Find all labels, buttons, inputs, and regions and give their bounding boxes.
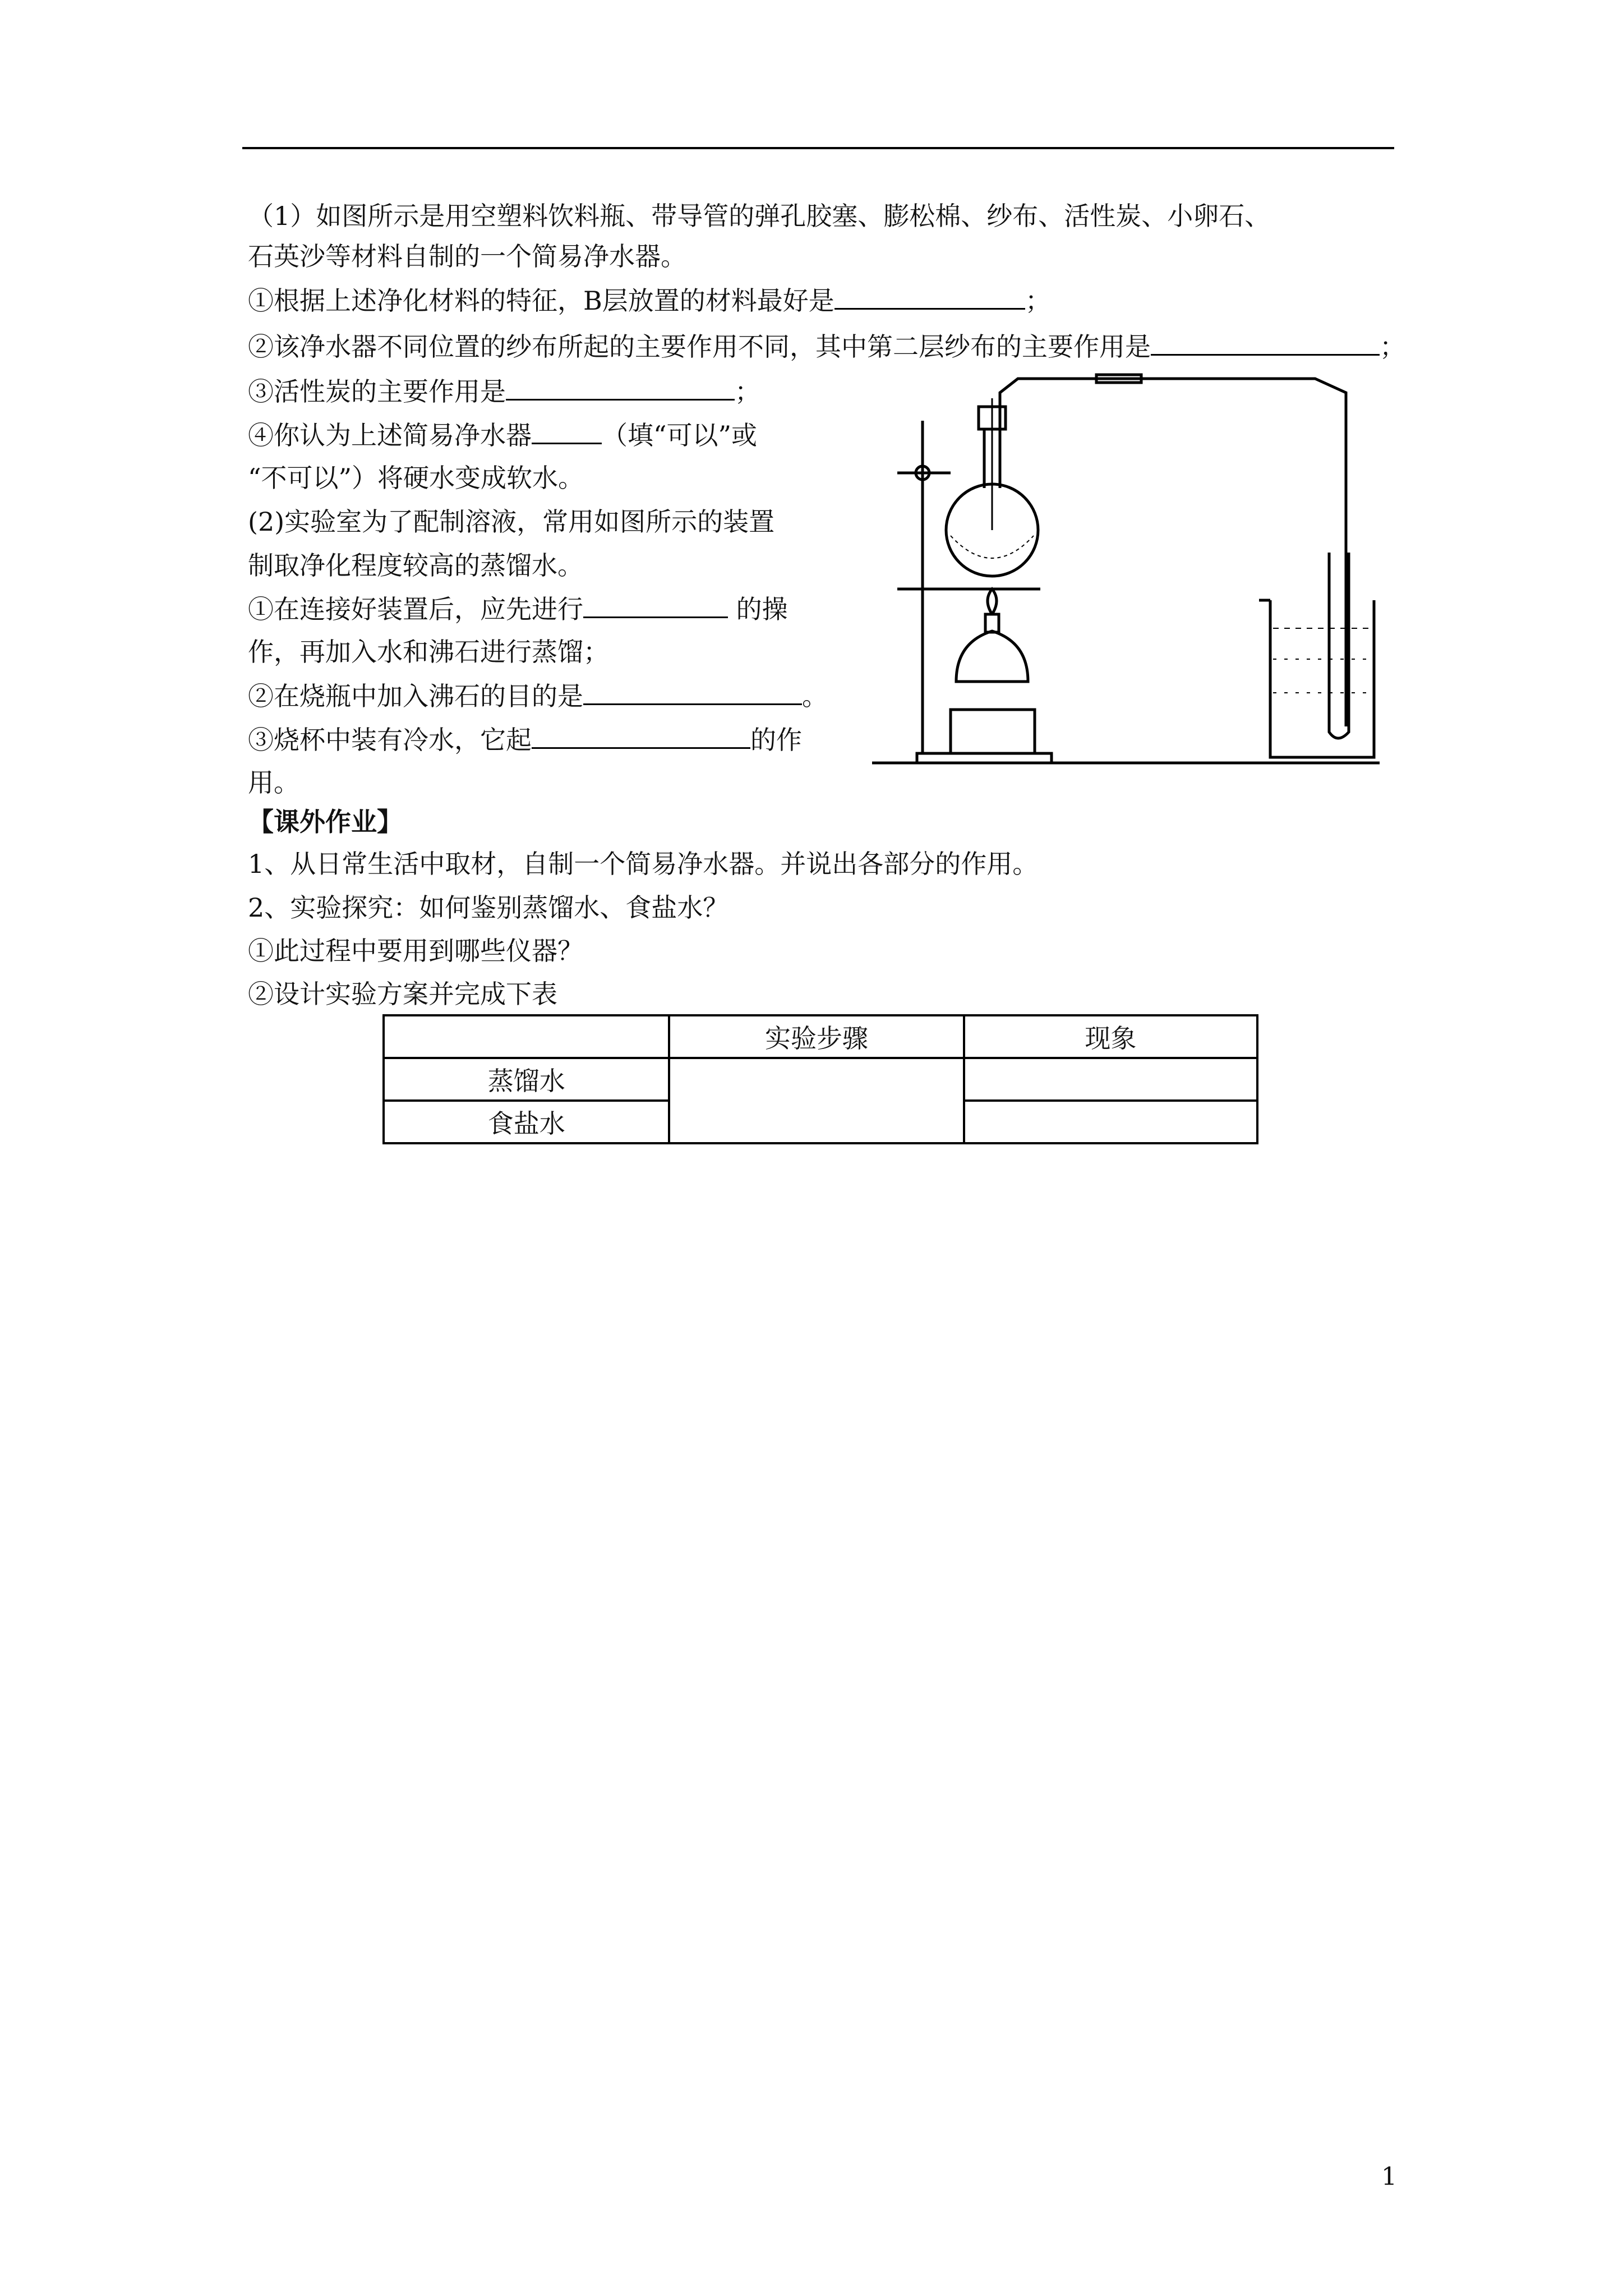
question-1-part-3 xyxy=(248,374,760,408)
steps-cell[interactable] xyxy=(669,1058,963,1143)
question-2-part-1 xyxy=(248,592,788,626)
question-2-intro: (2)实验室为了配制溶液，常用如图所示的装置 xyxy=(248,507,775,537)
table-header-row xyxy=(384,1015,1257,1058)
question-1-intro: （1）如图所示是用空塑料饮料瓶、带导管的弹孔胶塞、膨松棉、纱布、活性炭、小卵石、 xyxy=(248,201,1271,231)
flame xyxy=(988,589,997,614)
row-label: 蒸馏水 xyxy=(384,1058,669,1101)
text: ④你认为上述简易净水器 xyxy=(248,420,532,450)
page-number: 1 xyxy=(1381,2162,1397,2191)
distillation-apparatus-figure xyxy=(866,367,1382,769)
text: ③活性炭的主要作用是 xyxy=(248,376,506,407)
text: ②在烧瓶中加入沸石的目的是 xyxy=(248,681,583,711)
text: ①根据上述净化材料的特征，B层放置的材料最好是 xyxy=(248,286,834,316)
homework-item-2-q2: ②设计实验方案并完成下表 xyxy=(248,979,557,1009)
homework-item-2: 2、实验探究：如何鉴别蒸馏水、食盐水？ xyxy=(248,892,729,923)
header-cell xyxy=(384,1015,669,1058)
homework-heading: 【课外作业】 xyxy=(248,807,403,837)
answer-blank[interactable] xyxy=(583,592,728,618)
header-cell: 现象 xyxy=(964,1015,1257,1058)
answer-blank[interactable] xyxy=(583,679,802,705)
text: ①在连接好装置后，应先进行 xyxy=(248,594,583,624)
question-2-intro-cont: 制取净化程度较高的蒸馏水。 xyxy=(248,550,583,581)
text: ； xyxy=(1025,286,1051,316)
question-2-part-3 xyxy=(248,723,802,757)
experiment-table xyxy=(382,1014,1258,1144)
text: 。 xyxy=(802,681,828,711)
header-rule xyxy=(242,147,1394,149)
question-2-part-1-cont: 作，再加入水和沸石进行蒸馏； xyxy=(248,637,609,667)
stand-base xyxy=(917,753,1052,763)
answer-blank[interactable] xyxy=(532,723,750,749)
text: 的操 xyxy=(728,594,788,624)
text: ； xyxy=(1380,332,1405,362)
question-2-part-3-cont: 用。 xyxy=(248,767,299,798)
question-1-part-4-cont: “不可以”）将硬水变成软水。 xyxy=(248,463,584,493)
question-2-part-2 xyxy=(248,679,828,713)
text: （填“可以”或 xyxy=(602,420,758,450)
lamp-wick xyxy=(985,614,999,632)
text: 的作 xyxy=(750,725,802,755)
question-1-part-2 xyxy=(248,329,1405,364)
question-1-intro-cont: 石英沙等材料自制的一个简易净水器。 xyxy=(248,241,686,272)
text: ； xyxy=(735,376,760,407)
phenomenon-cell[interactable] xyxy=(964,1101,1257,1143)
flask-liquid xyxy=(951,536,1034,558)
delivery-tube xyxy=(1000,379,1346,726)
row-label: 食盐水 xyxy=(384,1101,669,1143)
answer-blank[interactable] xyxy=(1151,329,1380,356)
beaker xyxy=(1270,600,1374,757)
homework-item-1: 1、从日常生活中取材，自制一个简易净水器。并说出各部分的作用。 xyxy=(248,849,1039,879)
text: ③烧杯中装有冷水，它起 xyxy=(248,725,532,755)
question-1-part-4 xyxy=(248,418,757,452)
homework-item-2-q1: ①此过程中要用到哪些仪器？ xyxy=(248,936,583,966)
text: ②该净水器不同位置的纱布所起的主要作用不同，其中第二层纱布的主要作用是 xyxy=(248,332,1151,362)
answer-blank[interactable] xyxy=(506,374,735,401)
table-row xyxy=(384,1058,1257,1101)
answer-blank[interactable] xyxy=(834,283,1025,310)
lamp-block xyxy=(951,710,1035,753)
answer-blank[interactable] xyxy=(532,418,602,444)
alcohol-lamp xyxy=(956,631,1028,682)
header-cell: 实验步骤 xyxy=(669,1015,963,1058)
phenomenon-cell[interactable] xyxy=(964,1058,1257,1101)
question-1-part-1 xyxy=(248,283,1051,318)
